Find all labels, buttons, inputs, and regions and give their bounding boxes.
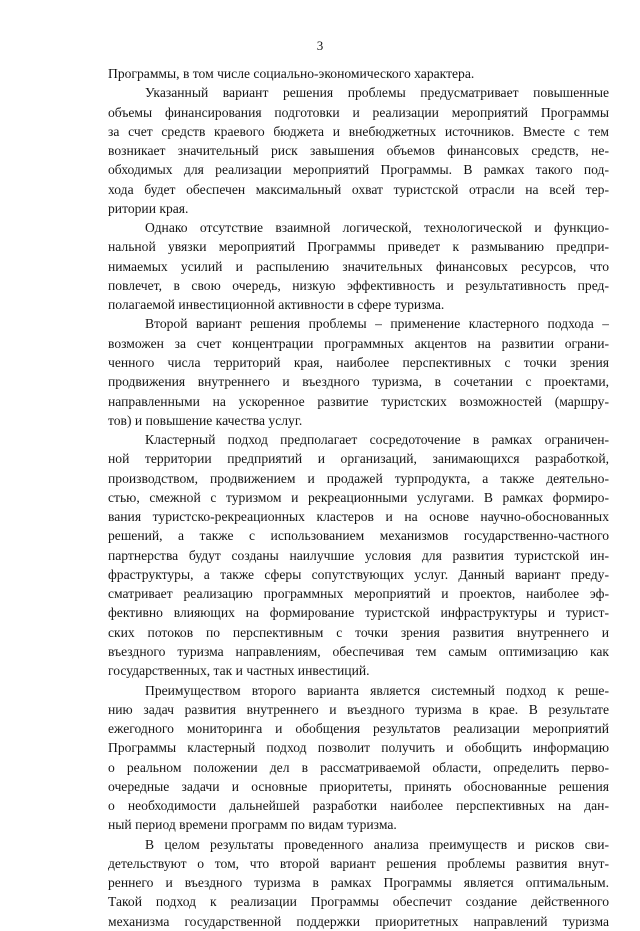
text-line: Однако отсутствие взаимной логической, технологической и функцио- <box>145 220 609 236</box>
text-line: Программы кластерный подход позволит получить и обобщить информацию <box>108 740 609 756</box>
text-line: возможен за счет концентрации программных акцентов на развитии ограни- <box>108 335 609 351</box>
text-line: ритории края. <box>108 200 189 216</box>
text-line: В целом результаты проведенного анализа преимуществ и рисков сви- <box>145 836 609 852</box>
text-line: очередные задачи и основные приоритеты, принять обоснованные решения <box>108 778 609 794</box>
text-line: тов) и повышение качества услуг. <box>108 412 303 428</box>
text-line: ежегодного мониторинга и обобщения результатов реализации мероприятий <box>108 721 609 737</box>
text-line: обходимых для реализации мероприятий Программы. В рамках такого под- <box>108 162 609 178</box>
text-line: нию задач развития внутреннего и въездного туризма в крае. В результате <box>108 701 609 717</box>
text-line: ченного числа территорий края, наиболее перспективных с точки зрения <box>108 354 609 370</box>
text-line: Программы, в том числе социально-экономического характера. <box>108 66 475 81</box>
text-line: нимаемых усилий и распылению значительных финансовых ресурсов, что <box>108 258 609 274</box>
text-line: за счет средств краевого бюджета и внебюджетных источников. Вместе с тем <box>108 123 609 139</box>
text-line: Такой подход к реализации Программы обеспечит создание действенного <box>108 894 609 910</box>
text-line: продвижения внутреннего и въездного туризма, в сочетании с проектами, <box>108 374 609 390</box>
text-line: направленными на ускоренное развитие туристских возможностей (маршру- <box>108 393 609 409</box>
text-line: ских потоков по перспективным с точки зрения развития внутреннего и <box>108 624 609 640</box>
text-line: сматривает реализацию программных мероприятий и проектов, наиболее эф- <box>108 586 609 602</box>
text-line: фективно влияющих на формирование туристской инфраструктуры и турист- <box>108 605 609 621</box>
text-line: решений, а также с использованием механизмов государственно-частного <box>108 528 609 544</box>
text-line: полагаемой инвестиционной активности в сфере туризма. <box>108 297 445 313</box>
text-line: ной территории предприятий и организаций, занимающихся разработкой, <box>108 451 609 467</box>
text-line: реннего и въездного туризма в рамках Программы является оптимальным. <box>108 875 609 891</box>
text-line: фраструктуры, а также сферы сопутствующих услуг. Данный вариант преду- <box>108 566 609 582</box>
text-line: стью, смежной с туризмом и рекреационными услугами. В рамках формиро- <box>108 489 609 505</box>
text-line: Указанный вариант решения проблемы предусматривает повышенные <box>145 85 609 101</box>
text-line: партнерства будут созданы наилучшие условия для развития туристской ин- <box>108 547 609 563</box>
text-line: механизма государственной поддержки приоритетных направлений туризма <box>108 913 609 929</box>
text-line: объемы финансирования подготовки и реализации мероприятий Программы <box>108 104 609 120</box>
text-line: возникает значительный риск завышения объемов финансовых средств, не- <box>108 143 609 159</box>
text-line: въездного туризма направлениям, обеспечивая тем самым оптимизацию как <box>108 643 609 659</box>
text-line: вания туристско-рекреационных кластеров и на основе научно-обоснованных <box>108 509 609 525</box>
text-line: производством, продвижением и продажей турпродукта, а также деятельно- <box>108 470 609 486</box>
text-line: нальной увязки мероприятий Программы приведет к размыванию предпри- <box>108 239 609 255</box>
text-line: детельствуют о том, что второй вариант решения проблемы развития внут- <box>108 855 609 871</box>
page-number: 3 <box>316 38 324 53</box>
body-text <box>108 64 609 931</box>
text-line: Кластерный подход предполагает сосредоточение в рамках ограничен- <box>145 432 609 448</box>
text-line: повлечет, в свою очередь, низкую эффективность и результативность пред- <box>108 277 609 293</box>
text-line: ный период времени программ по видам туризма. <box>108 817 397 833</box>
text-line: Преимуществом второго варианта является системный подход к реше- <box>145 682 609 698</box>
text-line: хода будет обеспечен максимальный охват туристской отрасли на всей тер- <box>108 181 609 197</box>
text-line: о необходимости дальнейшей разработки наиболее перспективных на дан- <box>108 798 609 814</box>
text-line: о реальном положении дел в рассматриваемой области, определить перво- <box>108 759 609 775</box>
text-line: Второй вариант решения проблемы – применение кластерного подхода – <box>145 316 609 332</box>
text-line: государственных, так и частных инвестиций. <box>108 663 370 679</box>
